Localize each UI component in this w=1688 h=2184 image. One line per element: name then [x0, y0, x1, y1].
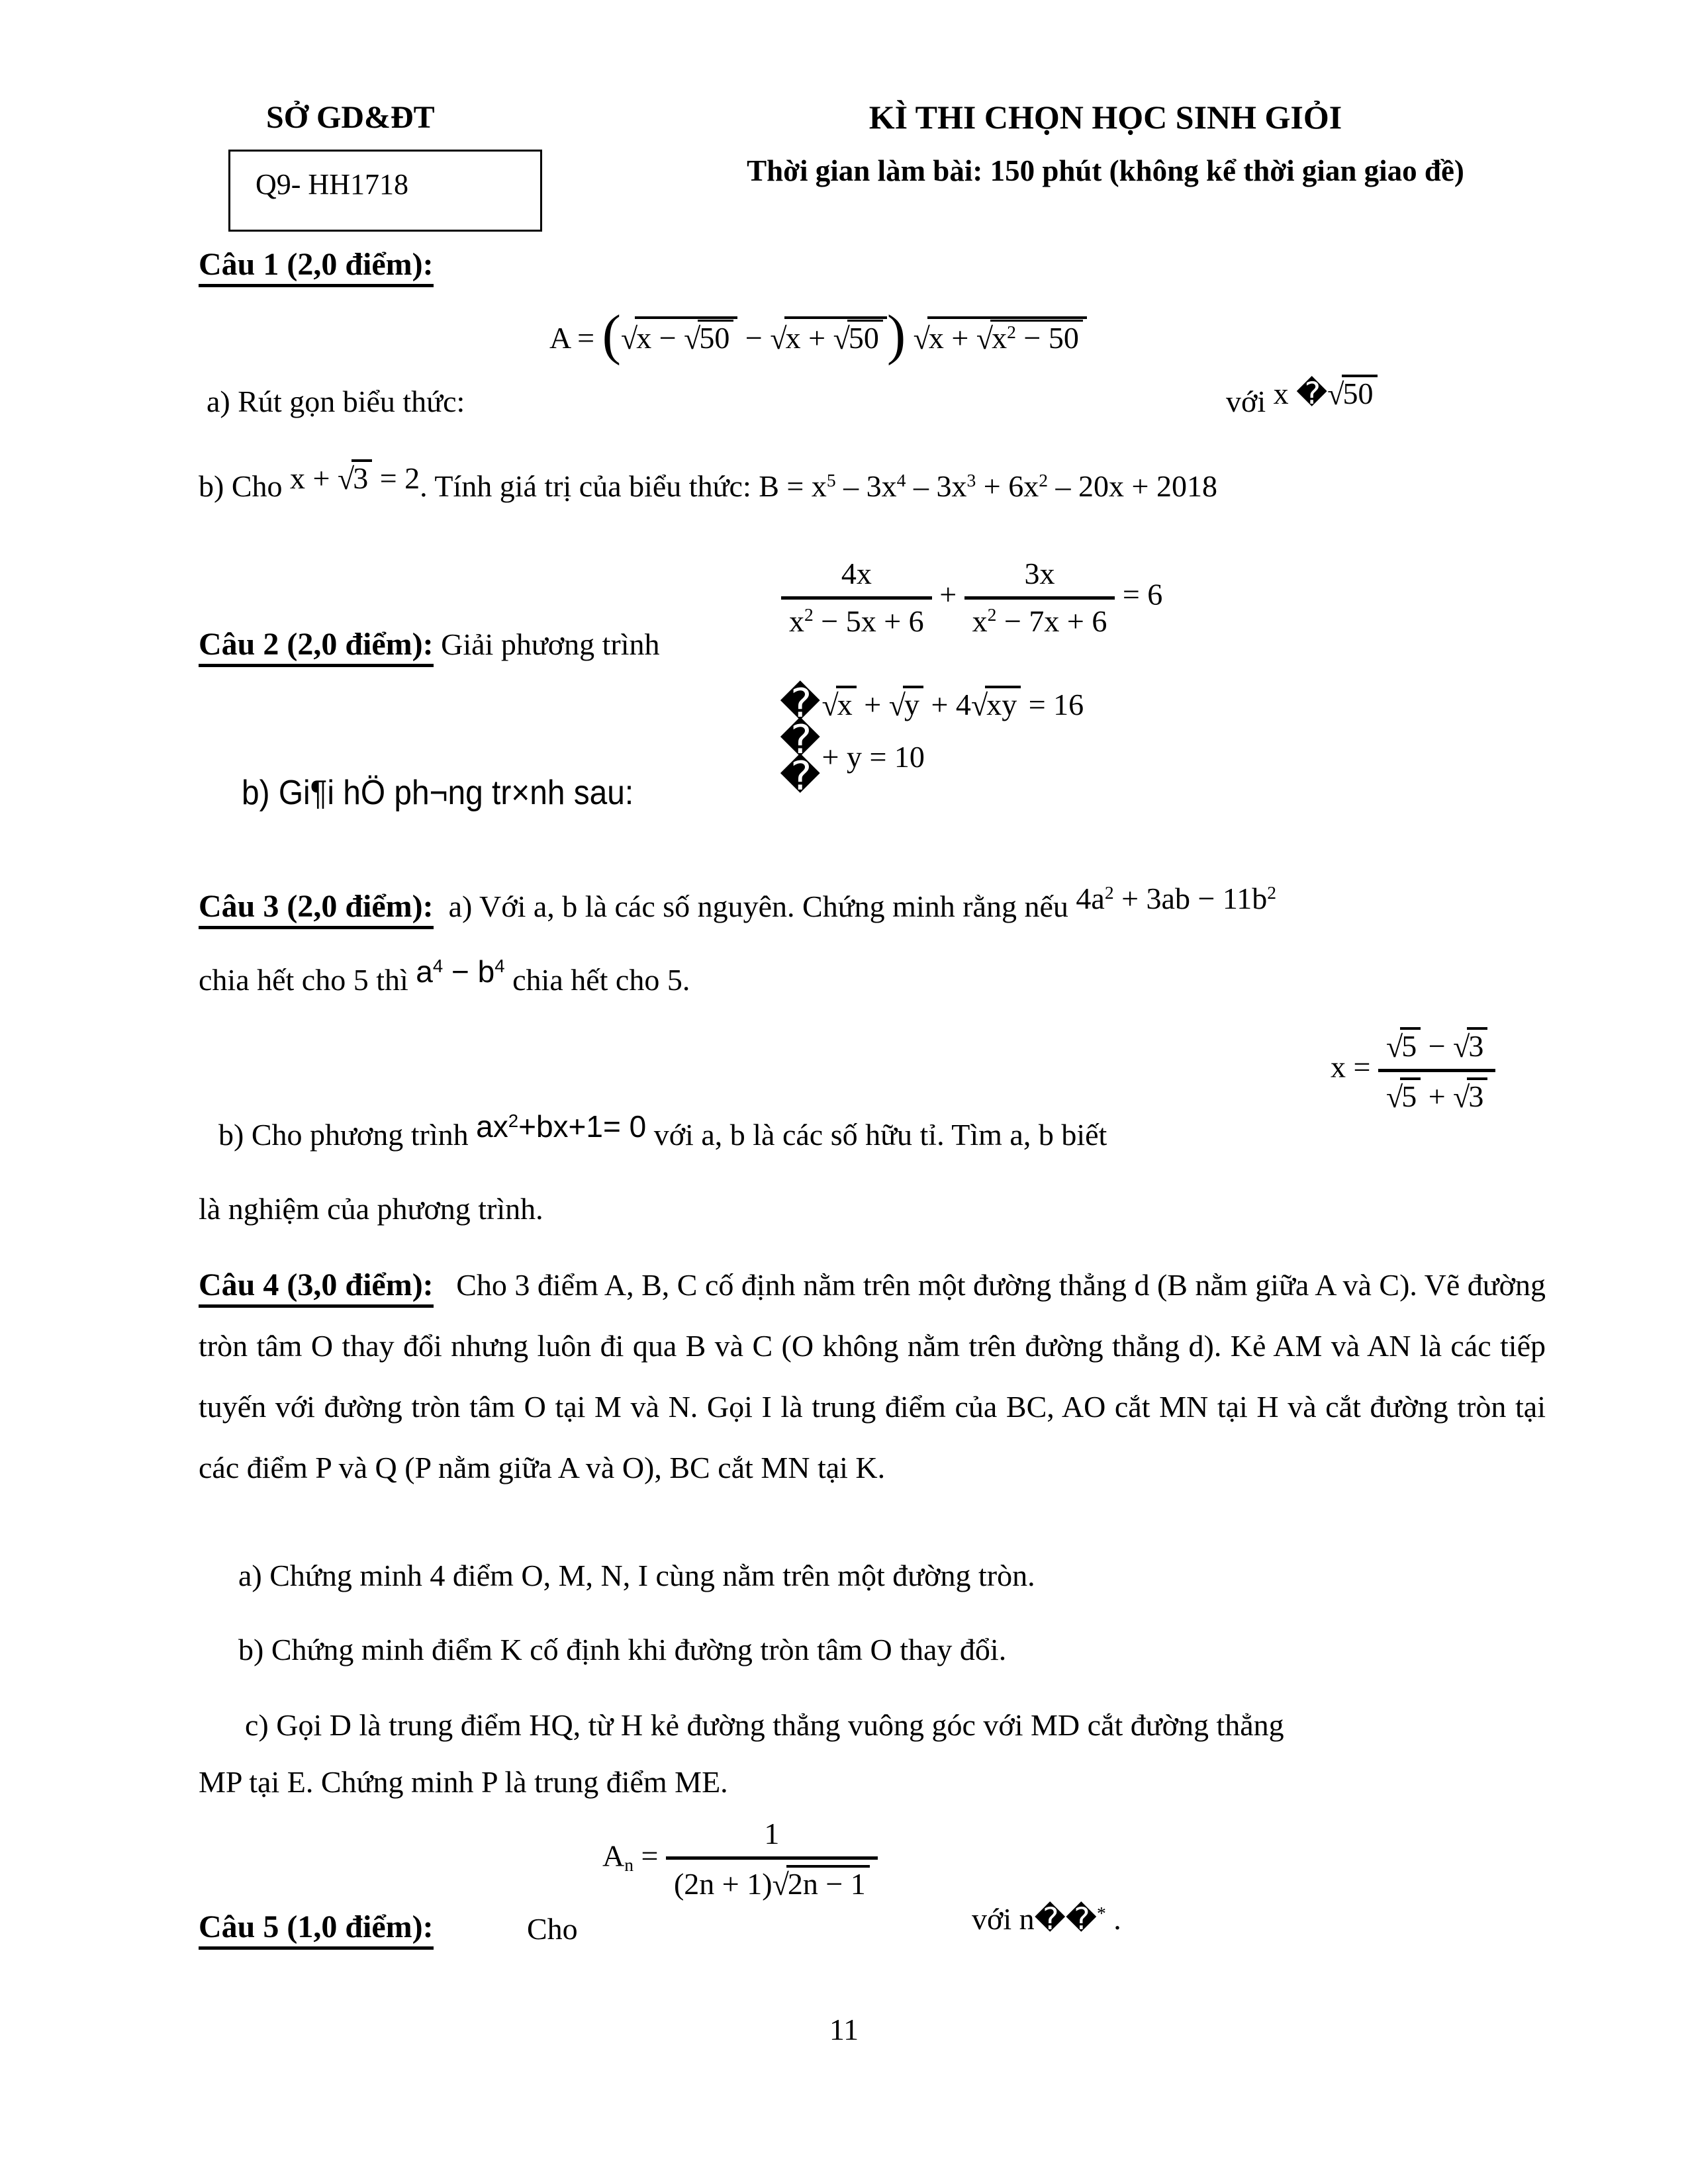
q2-equation: $\frac{4x}{x^2 - 5x + 6}$ + $\frac{3x}{x^2 - 7x + 6}$ = 6 — [781, 557, 1162, 638]
exam-header-right — [669, 98, 1542, 188]
exam-code: Q9- HH1718 — [256, 168, 408, 201]
q5-formula: $A_n$ = $\frac{1}{(2n + 1)√2n - 1}$ — [602, 1817, 878, 1901]
q3a-line2: chia hết cho 5 thì $a^4 - b^4$ chia hết cho 5. — [199, 954, 690, 997]
q1-heading: Câu 1 (2,0 điểm): — [199, 247, 434, 287]
q2-heading-row — [199, 626, 659, 662]
page-number: 11 — [829, 2013, 859, 2046]
q3-heading: Câu 3 (2,0 điểm): — [199, 889, 434, 929]
q3a-text: a) Với a, b là các số nguyên. Chứng minh rằng nếu — [433, 889, 1076, 923]
q4-item-c-line2: MP tại E. Chứng minh P là trung điểm ME. — [199, 1765, 728, 1799]
q2b-eq1: √x + √y + 4√xy = 16 — [822, 686, 1084, 722]
q5-heading: Câu 5 (1,0 điểm): — [199, 1909, 434, 1950]
q3b-line2: là nghiệm của phương trình. — [199, 1192, 543, 1226]
q5-condition: với n��* . — [972, 1901, 1121, 1936]
q4-heading: Câu 4 (3,0 điểm): — [199, 1267, 434, 1308]
department-title: SỞ GD&ĐT — [266, 100, 435, 135]
exam-duration: Thời gian làm bài: 150 phút (không kể thời gian giao đề) — [747, 154, 1464, 187]
replacement-char-icon: � — [780, 753, 821, 800]
q2-intro: Giải phương trình — [433, 627, 660, 661]
brace-replacement-glyphs — [780, 680, 821, 800]
q5-heading-row — [199, 1909, 434, 1945]
q5-cho: Cho — [527, 1912, 578, 1946]
q1a-formula: A = (√x − √50 − √x + √50 ) $√x + √x^2 - 50$ — [549, 316, 1087, 355]
q1a-condition: với x �√50 — [1226, 383, 1378, 419]
q4-item-b: b) Chứng minh điểm K cố định khi đường tròn tâm O thay đổi. — [238, 1633, 1007, 1666]
q2b-system — [780, 680, 1084, 800]
q2b-eq2: + y = 10 — [821, 740, 925, 774]
q4-paragraph — [199, 1255, 1554, 1498]
q3a-formula: $4a^2 + 3ab - 11b^2$ — [1076, 882, 1277, 915]
replacement-char-icon: � — [780, 717, 821, 764]
q1-heading-row — [199, 246, 434, 283]
q3-heading-row — [199, 882, 1277, 925]
q3b-line1: b) Cho phương trình $ax^2+bx+1= 0$ với a, b là các số hữu tỉ. Tìm a, b biết — [218, 1109, 1107, 1152]
exam-title: KÌ THI CHỌN HỌC SINH GIỎI — [868, 99, 1342, 136]
q3b-solution-x: x = $\frac{√5 - √3}{√5 + √3}$ — [1331, 1027, 1495, 1113]
q2b-equations — [822, 686, 1084, 774]
exam-code-box — [228, 150, 542, 232]
q4-item-a: a) Chứng minh 4 điểm O, M, N, I cùng nằm trên một đường tròn. — [238, 1559, 1035, 1592]
q2b-label: b) Gi¶i hÖ ph¬ng tr×nh sau: — [242, 774, 634, 812]
q4-body: Cho 3 điểm A, B, C cố định nằm trên một đường thẳng d (B nằm giữa A và C). Vẽ đường tròn tâm O thay đổi nhưng luôn đi qua B và C (O không nằm trên đường thẳng d). Kẻ AM và AN là các tiếp tuyến với đường tròn tâm O tại M và N. Gọi I là trung điểm của BC, AO cắt MN tại H và cắt đường tròn tại các điểm P và Q (P nằm giữa A và O), BC cắt MN tại K. — [199, 1268, 1554, 1484]
q1a-label: a) Rút gọn biểu thức: — [207, 385, 465, 418]
q2-heading: Câu 2 (2,0 điểm): — [199, 627, 434, 667]
q4-item-c-line1: c) Gọi D là trung điểm HQ, từ H kẻ đường thẳng vuông góc với MD cắt đường thẳng — [245, 1708, 1284, 1742]
q1b-line: b) Cho x + √3 = 2. Tính giá trị của biểu thức: $B = x^5 - 3x^4 - 3x^3 + 6x^2 - 20x + 2018$ — [199, 467, 1217, 506]
replacement-char-icon: � — [780, 680, 821, 727]
